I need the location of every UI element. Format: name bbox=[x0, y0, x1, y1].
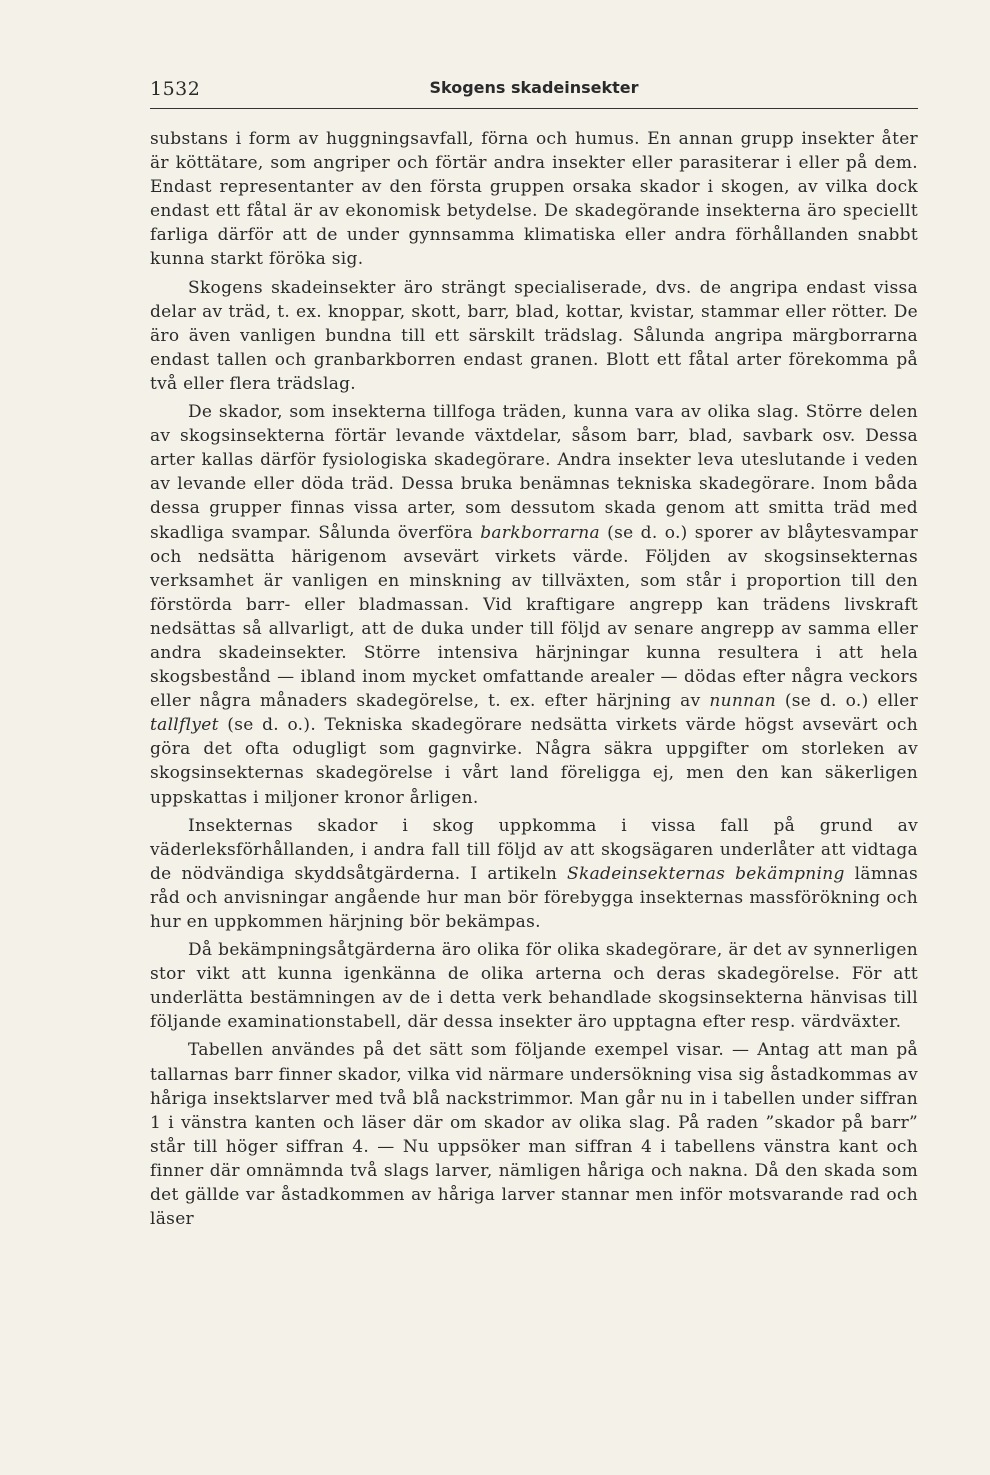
running-title: Skogens skadeinsekter bbox=[429, 78, 639, 97]
paragraph-5: Då bekämpningsåtgärderna äro olika för olika skadegörare, är det av synnerligen stor vikt att kunna igenkänna de olika arterna och deras skadegörelse. För att underlätta bestämningen av de i detta verk behandlade skogsinsekterna hänvisas till följande examinationstabell, där dessa insekter äro upptagna efter resp. värdväxter. bbox=[150, 940, 918, 1033]
page-header bbox=[150, 78, 918, 109]
paragraph-6: Tabellen användes på det sätt som följande exempel visar. — Antag att man på tallarnas barr finner skador, vilka vid närmare undersökning visa sig åstadkommas av håriga insektslarver med två blå nackstrimmor. Man går nu in i tabellen under siffran 1 i vänstra kanten och läser där om skador av olika slag. På raden ”skador på barr” står till höger siffran 4. — Nu uppsöker man siffran 4 i tabellens vänstra kant och finner där omnämnda två slags larver, nämligen håriga och nakna. Då den skada som det gällde var åstadkommen av håriga larver stannar men inför motsvarande rad och läser bbox=[150, 1040, 918, 1230]
italic-article-title: Skadeinsekternas bekämpning bbox=[567, 863, 845, 884]
italic-term-barkborrarna: barkborrarna bbox=[480, 522, 600, 543]
page-number: 1532 bbox=[150, 78, 201, 100]
paragraph-4: Insekternas skador i skog uppkomma i vissa fall på grund av väderleksförhållanden, i andra fall till följd av att skogsägaren underlåter att vidtaga de nödvändiga skyddsåtgärderna. I artikeln Skadeinsekternas bekämpning lämnas råd och anvisningar angående hur man bör förebygga insekternas massförökning och hur en uppkommen härjning bör bekämpas. bbox=[150, 815, 918, 932]
paragraph-3: De skador, som insekterna tillfoga träden, kunna vara av olika slag. Större delen av skogsinsekterna förtär levande växtdelar, såsom barr, blad, savbark osv. Dessa arter kallas därför fysiologiska skadegörare. Andra insekter leva uteslutande i veden av levande eller döda träd. Dessa bruka benämnas tekniska skadegörare. Inom båda dessa grupper finnas vissa arter, som dessutom skada genom att smitta träd med skadliga svampar. Sålunda överföra barkborrarna (se d. o.) sporer av blåytesvampar och nedsätta härigenom avsevärt virkets värde. Följden av skogsinsekternas verksamhet är vanligen en minskning av tillväxten, som står i proportion till den förstörda barr- eller bladmassan. Vid kraftigare angrepp kan trädens livskraft nedsättas så allvarligt, att de duka under till följd av senare angrepp av samma eller andra skadeinsekter. Större intensiva härjningar kunna resultera i att hela skogsbestånd — ibland inom mycket omfattande arealer — dödas efter några veckors eller några månaders skadegörelse, t. ex. efter härjning av nunnan (se d. o.) eller tallflyet (se d. o.). Tekniska skadegörare nedsätta virkets värde högst avsevärt och göra det ofta odugligt som gagnvirke. Några säkra uppgifter om storleken av skogsinsekternas skadegörelse i vårt land föreligga ej, men den kan säkerligen uppskattas i miljoner kronor årligen. bbox=[150, 402, 919, 808]
body-text bbox=[150, 127, 918, 1231]
paragraph-1: substans i form av huggningsavfall, förna och humus. En annan grupp insekter åter är köttätare, som angriper och förtär andra insekter eller parasiterar i eller på dem. Endast representanter av den första gruppen orsaka skador i skogen, av vilka dock endast ett fåtal är av ekonomisk betydelse. De skadegörande insekterna äro speciellt farliga därför att de under gynnsamma klimatiska eller andra förhållanden snabbt kunna starkt föröka sig. bbox=[150, 129, 918, 270]
italic-term-tallflyet: tallflyet bbox=[150, 715, 219, 736]
italic-term-nunnan: nunnan bbox=[709, 691, 777, 712]
paragraph-2: Skogens skadeinsekter äro strängt specialiserade, dvs. de angripa endast vissa delar av träd, t. ex. knoppar, skott, barr, blad, kottar, kvistar, stammar eller rötter. De äro även vanligen bundna till ett särskilt trädslag. Sålunda angripa märgborrarna endast tallen och granbarkborren endast granen. Blott ett fåtal arter förekomma på två eller flera trädslag. bbox=[150, 277, 918, 394]
